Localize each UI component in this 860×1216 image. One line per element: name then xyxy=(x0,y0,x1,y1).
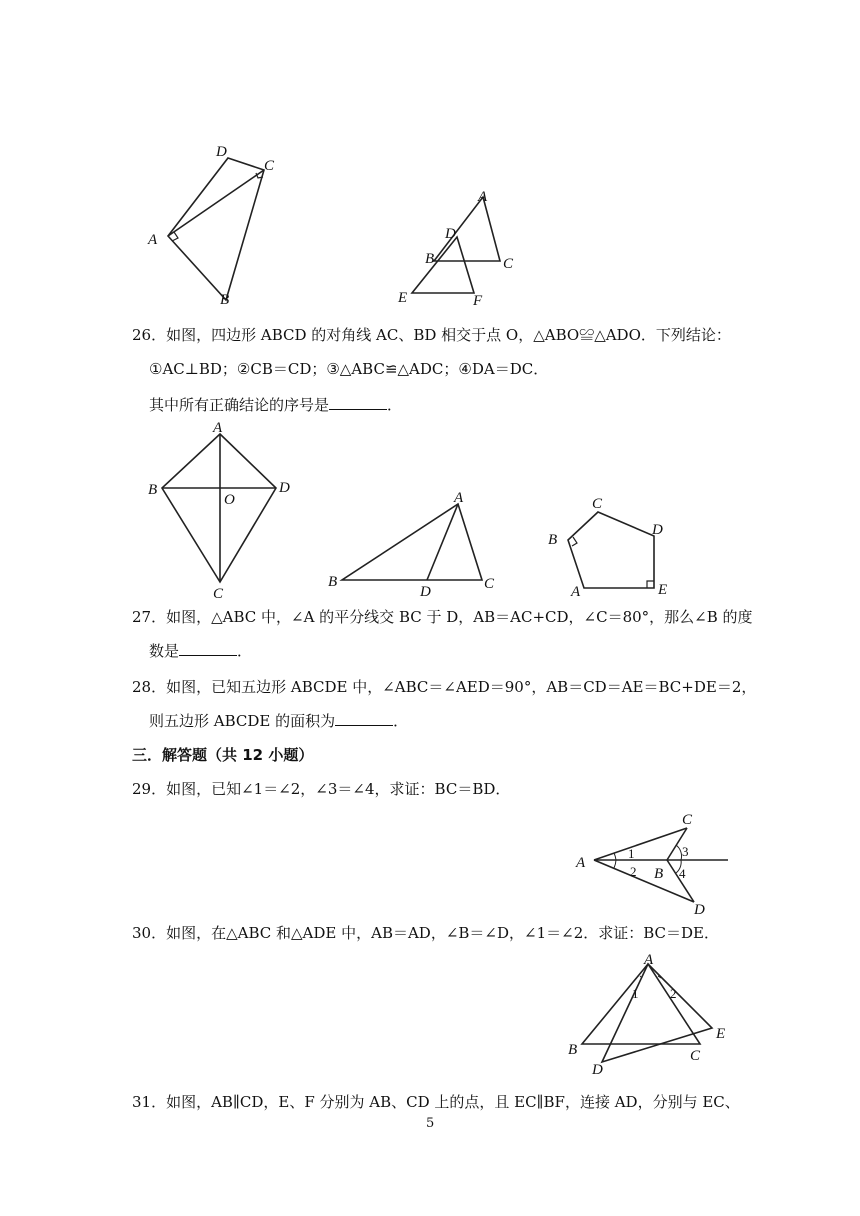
diagonal-ac xyxy=(168,170,264,236)
figure-quadrilateral-top-left xyxy=(140,140,290,310)
label-a: A xyxy=(644,952,654,968)
kite-outline xyxy=(162,434,276,582)
angle-label-3: 3 xyxy=(682,844,689,859)
label-c: C xyxy=(484,576,495,592)
angle-label-1: 1 xyxy=(632,986,639,1001)
label-b: B xyxy=(220,292,230,308)
q26-line-3 xyxy=(149,394,402,416)
label-d: D xyxy=(420,584,431,600)
label-a: A xyxy=(571,584,581,600)
pentagon-outline xyxy=(568,512,654,588)
angle-label-4: 4 xyxy=(679,866,686,881)
triangle-def xyxy=(412,237,474,293)
q30-text: 30．如图，在△ABC 和△ADE 中，AB＝AD，∠B＝∠D，∠1＝∠2．求证：BC＝DE． xyxy=(132,924,719,942)
angle-label-2: 2 xyxy=(670,986,677,1001)
q26-prompt: 其中所有正确结论的序号是 xyxy=(149,396,330,414)
figure-q30 xyxy=(562,950,742,1080)
bisector-ad xyxy=(427,504,458,580)
q27-line-2 xyxy=(149,640,252,662)
label-c: C xyxy=(213,586,224,602)
figure-overlapping-triangles xyxy=(390,185,530,315)
label-d: D xyxy=(279,480,290,496)
q29-text: 29．如图，已知∠1＝∠2，∠3＝∠4，求证：BC＝BD． xyxy=(132,780,511,798)
q31-text: 31．如图，AB∥CD，E、F 分别为 AB、CD 上的点，且 EC∥BF，连接 AD，分别与 EC、 xyxy=(132,1093,740,1111)
label-a: A xyxy=(576,855,586,871)
q28-line-2 xyxy=(149,710,408,732)
segment-ac xyxy=(594,828,687,860)
triangle-abc xyxy=(434,197,500,261)
figure-q29 xyxy=(572,800,742,918)
q28-prompt: 则五边形 ABCDE 的面积为 xyxy=(149,712,336,730)
q26-answer-blank[interactable] xyxy=(329,395,387,410)
q26-end: ． xyxy=(387,396,403,414)
label-b: B xyxy=(148,482,158,498)
triangle-abc xyxy=(342,504,482,580)
label-c: C xyxy=(592,496,603,512)
angle-arc-3 xyxy=(676,845,682,860)
label-b: B xyxy=(654,866,664,882)
angle-label-2: 2 xyxy=(630,864,637,879)
label-e: E xyxy=(716,1026,726,1042)
section-heading: 三．解答题（共 12 小题） xyxy=(132,746,314,764)
figure-kite-abcd xyxy=(140,418,310,603)
label-d: D xyxy=(652,522,663,538)
q28-line-1: 28．如图，已知五边形 ABCDE 中，∠ABC＝∠AED＝90°，AB＝CD＝AE＝BC+DE＝2， xyxy=(132,678,757,696)
label-f: F xyxy=(473,293,483,309)
q28-end: ． xyxy=(393,712,409,730)
label-e: E xyxy=(658,582,668,598)
figure-triangle-bisector xyxy=(322,488,502,598)
angle-arc-2 xyxy=(614,860,616,868)
right-angle-mark-e xyxy=(647,581,654,588)
label-o: O xyxy=(224,492,235,508)
page-number: 5 xyxy=(426,1116,435,1131)
q28-answer-blank[interactable] xyxy=(335,711,393,726)
label-b: B xyxy=(328,574,338,590)
label-b: B xyxy=(425,251,435,267)
label-a: A xyxy=(213,420,223,436)
label-a: A xyxy=(478,189,488,205)
q27-prompt: 数是 xyxy=(149,642,180,660)
q26-line-1: 26．如图，四边形 ABCD 的对角线 AC、BD 相交于点 O，△ABO≌△ADO．下列结论： xyxy=(132,326,731,344)
label-b: B xyxy=(568,1042,578,1058)
label-c: C xyxy=(503,256,514,272)
triangle-abc xyxy=(582,964,700,1044)
q26-line-2: ①AC⊥BD；②CB＝CD；③△ABC≌△ADC；④DA＝DC． xyxy=(149,360,549,378)
angle-label-1: 1 xyxy=(628,846,635,861)
label-e: E xyxy=(398,290,408,306)
figure-pentagon xyxy=(540,492,690,602)
label-a: A xyxy=(148,232,158,248)
label-b: B xyxy=(548,532,558,548)
label-c: C xyxy=(264,158,275,174)
right-angle-mark-b xyxy=(572,537,577,546)
label-a: A xyxy=(454,490,464,506)
angle-arc-1 xyxy=(614,853,616,860)
q27-line-1: 27．如图，△ABC 中，∠A 的平分线交 BC 于 D，AB＝AC+CD，∠C＝80°，那么∠B 的度 xyxy=(132,608,753,626)
q27-end: ． xyxy=(237,642,253,660)
label-d: D xyxy=(592,1062,603,1078)
label-c: C xyxy=(682,812,693,828)
q27-answer-blank[interactable] xyxy=(179,641,237,656)
label-c: C xyxy=(690,1048,701,1064)
label-d: D xyxy=(216,144,227,160)
label-d: D xyxy=(445,226,456,242)
label-d: D xyxy=(694,902,705,918)
